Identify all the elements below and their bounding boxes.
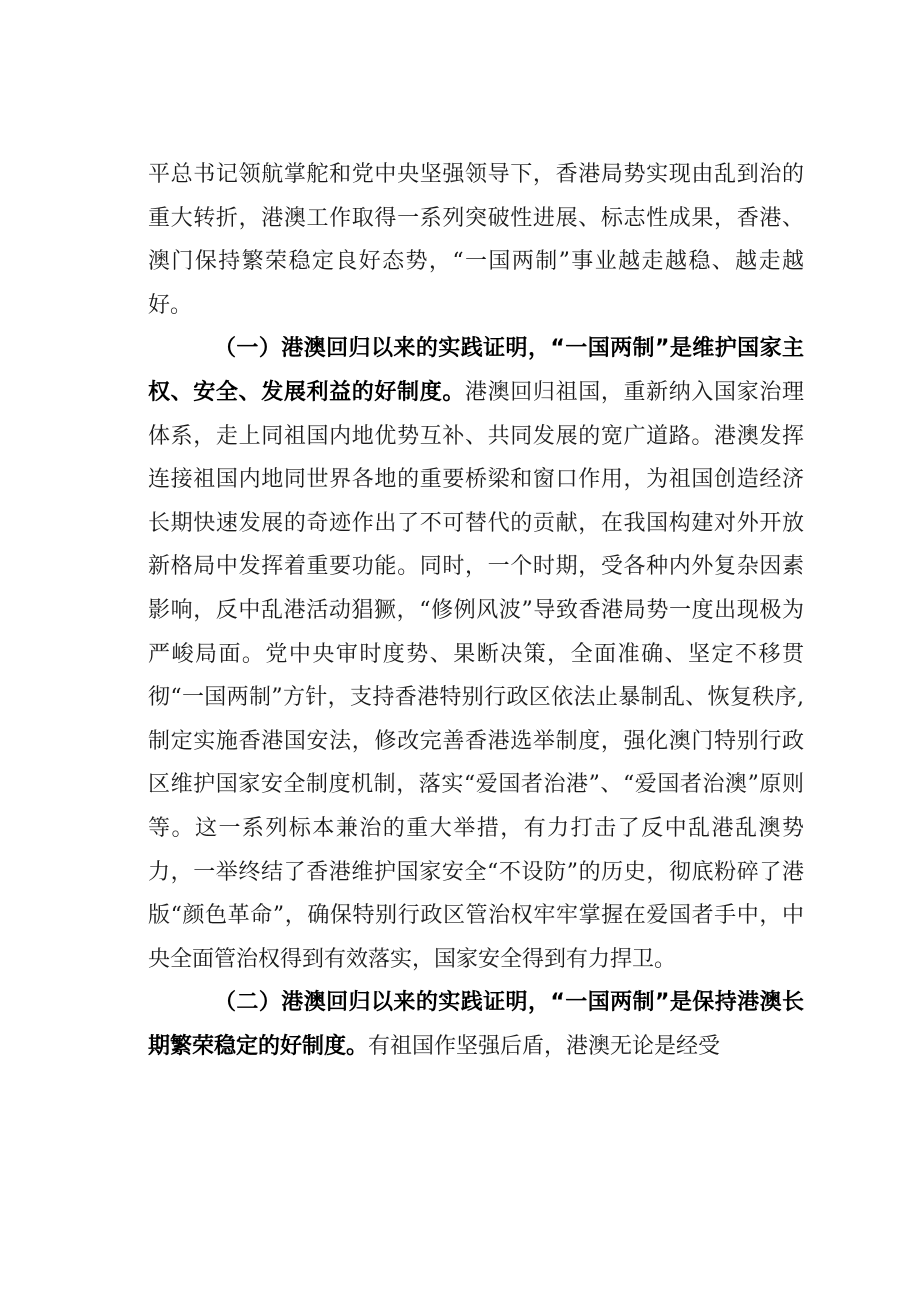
paragraph-intro-text: 平总书记领航掌舵和党中央坚强领导下，香港局势实现由乱到治的重大转折，港澳工作取得一系列突破性进展、标志性成果，香港、澳门保持繁荣稳定良好态势，“一国两制”事业越走越稳、越走越好。 (148, 162, 804, 318)
paragraph-intro (148, 153, 804, 327)
paragraph-section-1 (148, 327, 804, 981)
section-1-body: 港澳回归祖国，重新纳入国家治理体系，走上同祖国内地优势互补、共同发展的宽广道路。港澳发挥连接祖国内地同世界各地的重要桥梁和窗口作用，为祖国创造经济长期快速发展的奇迹作出了不可替代的贡献，在我国构建对外开放新格局中发挥着重要功能。同时，一个时期，受各种内外复杂因素影响，反中乱港活动猖獗，“修例风波”导致香港局势一度出现极为严峻局面。党中央审时度势、果断决策，全面准确、坚定不移贯彻“一国两制”方针，支持香港特别行政区依法止暴制乱、恢复秩序,制定实施香港国安法，修改完善香港选举制度，强化澳门特别行政区维护国家安全制度机制，落实“爱国者治港”、“爱国者治澳”原则等。这一系列标本兼治的重大举措，有力打击了反中乱港乱澳势力，一举终结了香港维护国家安全“不设防”的历史，彻底粉碎了港版“颜色革命”，确保特别行政区管治权牢牢掌握在爱国者手中，中央全面管治权得到有效落实，国家安全得到有力捍卫。 (148, 379, 804, 972)
section-2-heading: （二）港澳回归以来的实践证明，“一国两制”是保持港澳长期繁荣稳定的好制度。 (148, 990, 804, 1059)
document-body (148, 153, 804, 1068)
section-1-heading: （一）港澳回归以来的实践证明，“一国两制”是维护国家主权、安全、发展利益的好制度。 (148, 336, 804, 405)
paragraph-section-2 (148, 981, 804, 1068)
section-2-body: 有祖国作坚强后盾，港澳无论是经受 (368, 1033, 721, 1059)
